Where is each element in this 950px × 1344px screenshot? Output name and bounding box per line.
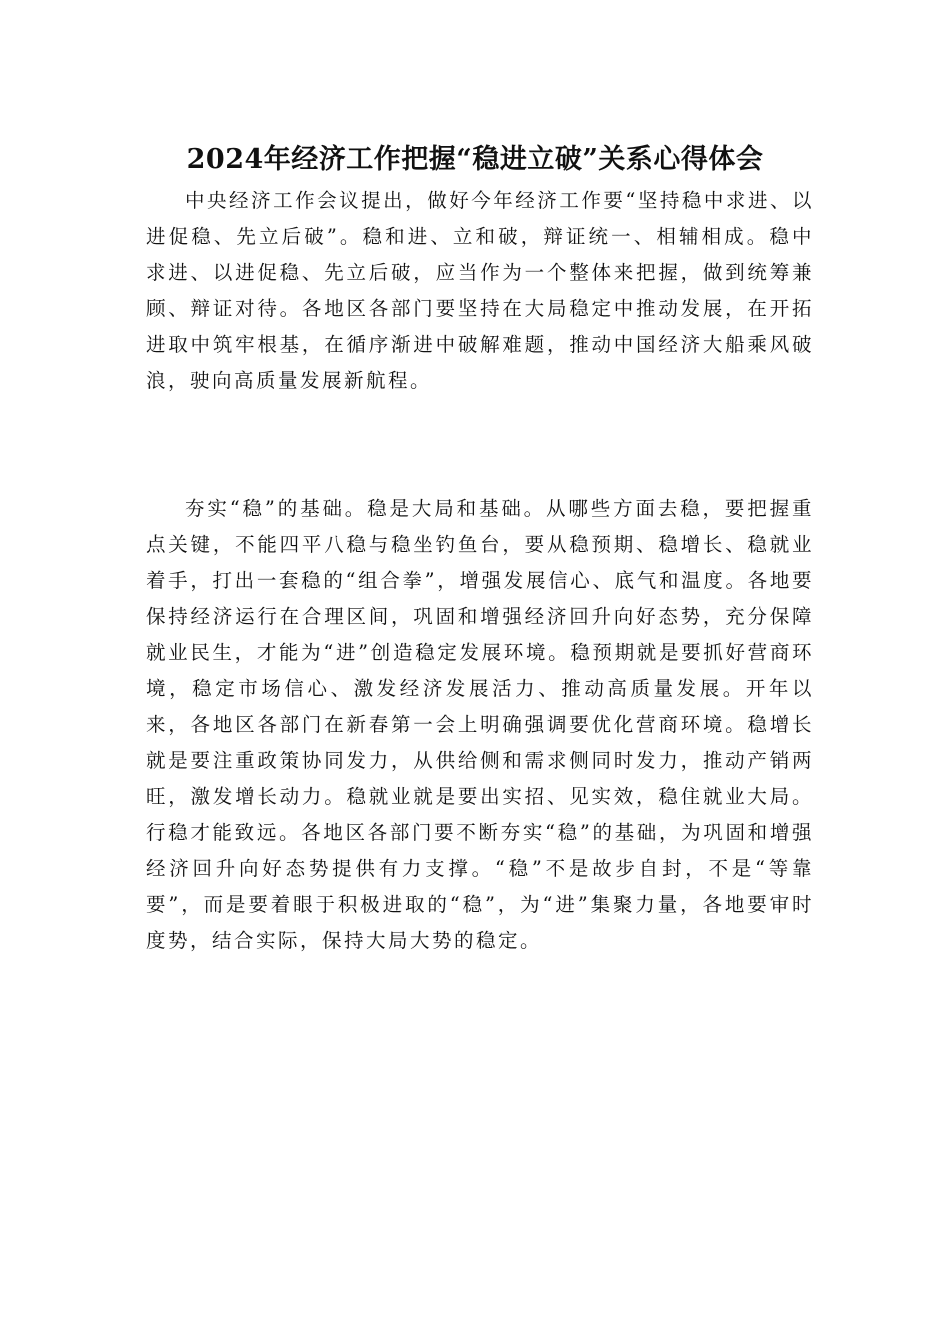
paragraph-stability-foundation: 夯实“稳”的基础。稳是大局和基础。从哪些方面去稳，要把握重点关键，不能四平八稳与稳坐钓鱼台，要从稳预期、稳增长、稳就业着手，打出一套稳的“组合拳”，增强发展信心、底气和温度。各地要保持经济运行在合理区间，巩固和增强经济回升向好态势，充分保障就业民生，才能为“进”创造稳定发展环境。稳预期就是要抓好营商环境，稳定市场信心、激发经济发展活力、推动高质量发展。开年以来，各地区各部门在新春第一会上明确强调要优化营商环境。稳增长就是要注重政策协同发力，从供给侧和需求侧同时发力，推动产销两旺，激发增长动力。稳就业就是要出实招、见实效，稳住就业大局。行稳才能致远。各地区各部门要不断夯实“稳”的基础，为巩固和增强经济回升向好态势提供有力支撑。“稳”不是故步自封，不是“等靠要”，而是要着眼于积极进取的“稳”，为“进”集聚力量，各地要审时度势，结合实际，保持大局大势的稳定。 xyxy=(146,497,814,952)
document-title: 2024年经济工作把握“稳进立破”关系心得体会 xyxy=(186,144,764,175)
paragraph-intro: 中央经济工作会议提出，做好今年经济工作要“坚持稳中求进、以进促稳、先立后破”。稳和进、立和破，辩证统一、相辅相成。稳中求进、以进促稳、先立后破，应当作为一个整体来把握，做到统筹兼顾、辩证对待。各地区各部门要坚持在大局稳定中推动发展，在开拓进取中筑牢根基，在循序渐进中破解难题，推动中国经济大船乘风破浪，驶向高质量发展新航程。 xyxy=(146,189,814,392)
